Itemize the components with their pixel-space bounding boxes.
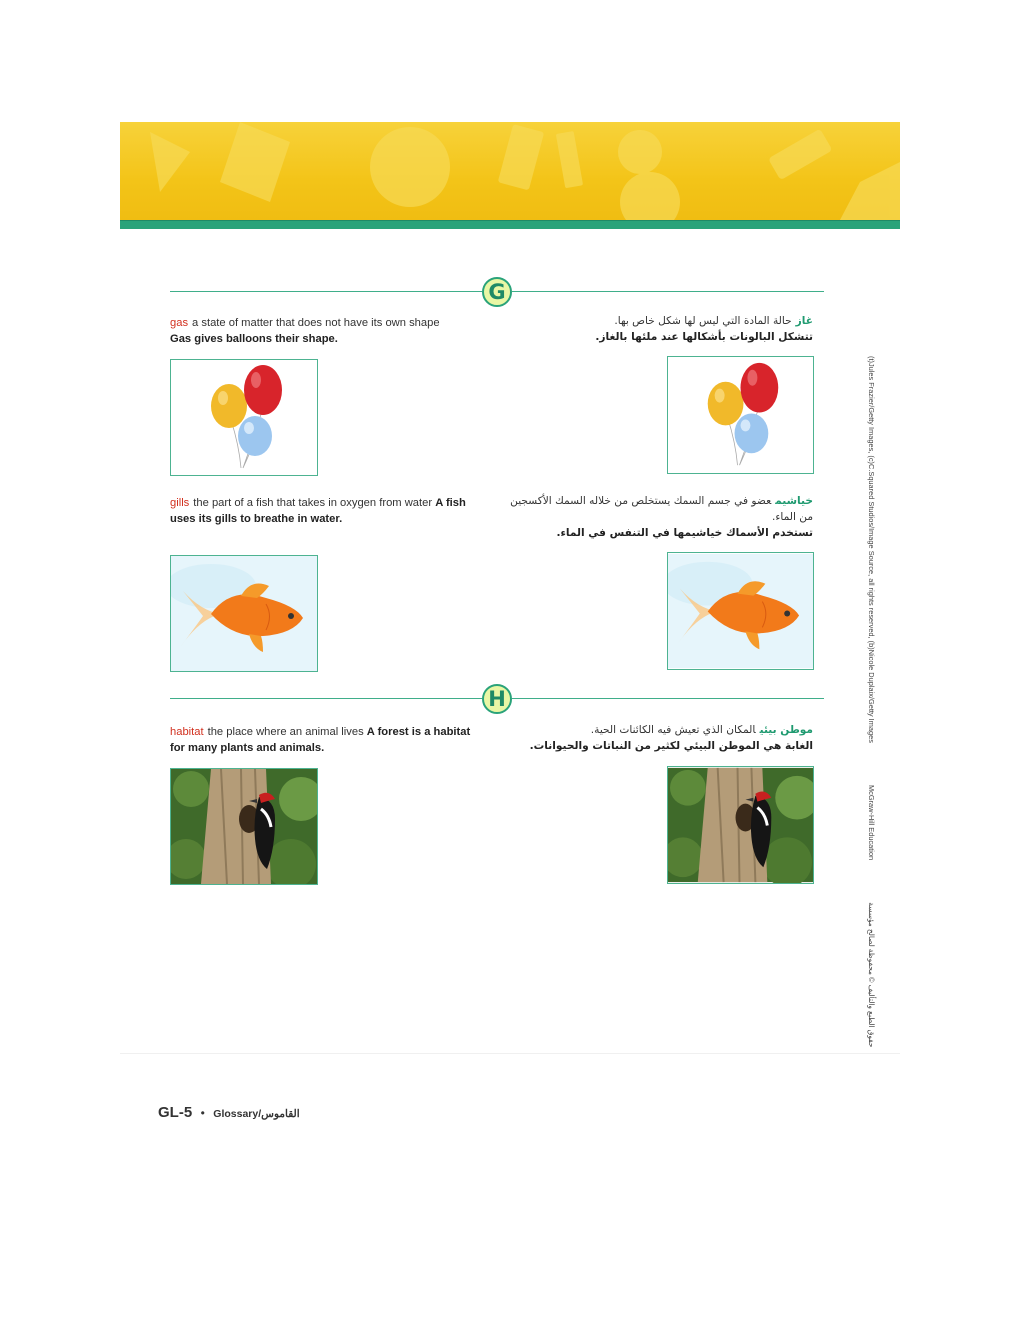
section-h-rule-right <box>512 698 824 699</box>
section-g-badge: G <box>482 277 512 307</box>
banner-corner-shape <box>840 162 900 220</box>
term-gills-ar: خياشيم <box>775 495 813 507</box>
term-gas-ar: غاز <box>795 315 813 327</box>
example-gas: Gas gives balloons their shape. <box>170 333 338 345</box>
footer-rule <box>120 1053 900 1054</box>
banner-ruler-shape <box>768 129 832 181</box>
banner-compass-shape <box>370 127 450 207</box>
balloons-photo-en <box>170 359 318 476</box>
balloons-photo-ar <box>667 356 814 474</box>
example-gills-ar: تستخدم الأسماك خياشيمها في التنفس في الماء. <box>556 527 813 539</box>
banner-compass-shape-2 <box>620 172 680 220</box>
definition-gas-ar: حالة المادة التي ليس لها شكل خاص بها. <box>614 315 792 327</box>
banner-tube-shape <box>556 131 583 188</box>
glossary-entry-habitat-ar <box>490 722 813 754</box>
definition-gills-ar: عضو في جسم السمك يستخلص من خلاله السمك الأكسجين من الماء. <box>510 495 813 523</box>
page-number: GL-5 <box>158 1104 193 1121</box>
glossary-entry-habitat-en <box>170 724 480 756</box>
term-gills: gills <box>170 497 190 509</box>
banner-stripe <box>120 220 900 229</box>
glossary-entry-gills-ar <box>500 493 813 541</box>
footer-bullet: • <box>200 1106 205 1120</box>
definition-gas: a state of matter that does not have its own shape <box>192 317 440 329</box>
definition-habitat-ar: المكان الذي تعيش فيه الكائنات الحية. <box>590 724 756 736</box>
section-h-badge: H <box>482 684 512 714</box>
definition-gills: the part of a fish that takes in oxygen from water <box>193 497 433 509</box>
photo-credits <box>867 356 876 1076</box>
woodpecker-photo-ar <box>667 766 814 884</box>
example-habitat-ar: الغابة هي الموطن البيئي لكثير من النباتات والحيوانات. <box>529 740 813 752</box>
glossary-entry-gills-en <box>170 495 490 527</box>
goldfish-photo-en <box>170 555 318 672</box>
example-gas-ar: تتشكل البالونات بأشكالها عند ملئها بالغاز. <box>595 331 813 343</box>
banner-round-shape <box>618 130 662 174</box>
page-footer <box>158 1104 300 1122</box>
chapter-banner <box>120 122 900 220</box>
photo-credit-text: (t)Jules Frazier/Getty Images, (c)C.Squared Studios/Image Source, all rights reserved, (b)Nicole Duplaix/Getty Images <box>867 356 876 743</box>
section-g-rule-right <box>512 291 824 292</box>
glossary-entry-gas-ar <box>500 313 813 345</box>
banner-leaf-shape <box>220 122 290 202</box>
banner-pattern <box>120 122 900 220</box>
glossary-entry-gas-en <box>170 315 490 347</box>
arabic-copyright: حقوق الطبع والتأليف © محفوظة لصالح مؤسسة <box>867 902 876 1048</box>
section-g-rule-left <box>170 291 482 292</box>
woodpecker-photo-en <box>170 768 318 885</box>
term-habitat: habitat <box>170 726 204 738</box>
definition-habitat: the place where an animal lives <box>207 726 364 738</box>
banner-block-shape <box>498 124 544 190</box>
banner-star-shape <box>150 132 190 192</box>
section-h-rule-left <box>170 698 482 699</box>
term-gas: gas <box>170 317 189 329</box>
example-habitat: A forest is a habitat for many plants and animals. <box>170 726 471 754</box>
term-habitat-ar: موطن بيئي <box>759 724 813 736</box>
publisher-credit: McGraw-Hill Education <box>867 785 876 861</box>
example-gills: A fish uses its gills to breathe in water. <box>170 497 466 525</box>
goldfish-photo-ar <box>667 552 814 670</box>
footer-section-label: Glossary/القاموس <box>213 1108 300 1120</box>
